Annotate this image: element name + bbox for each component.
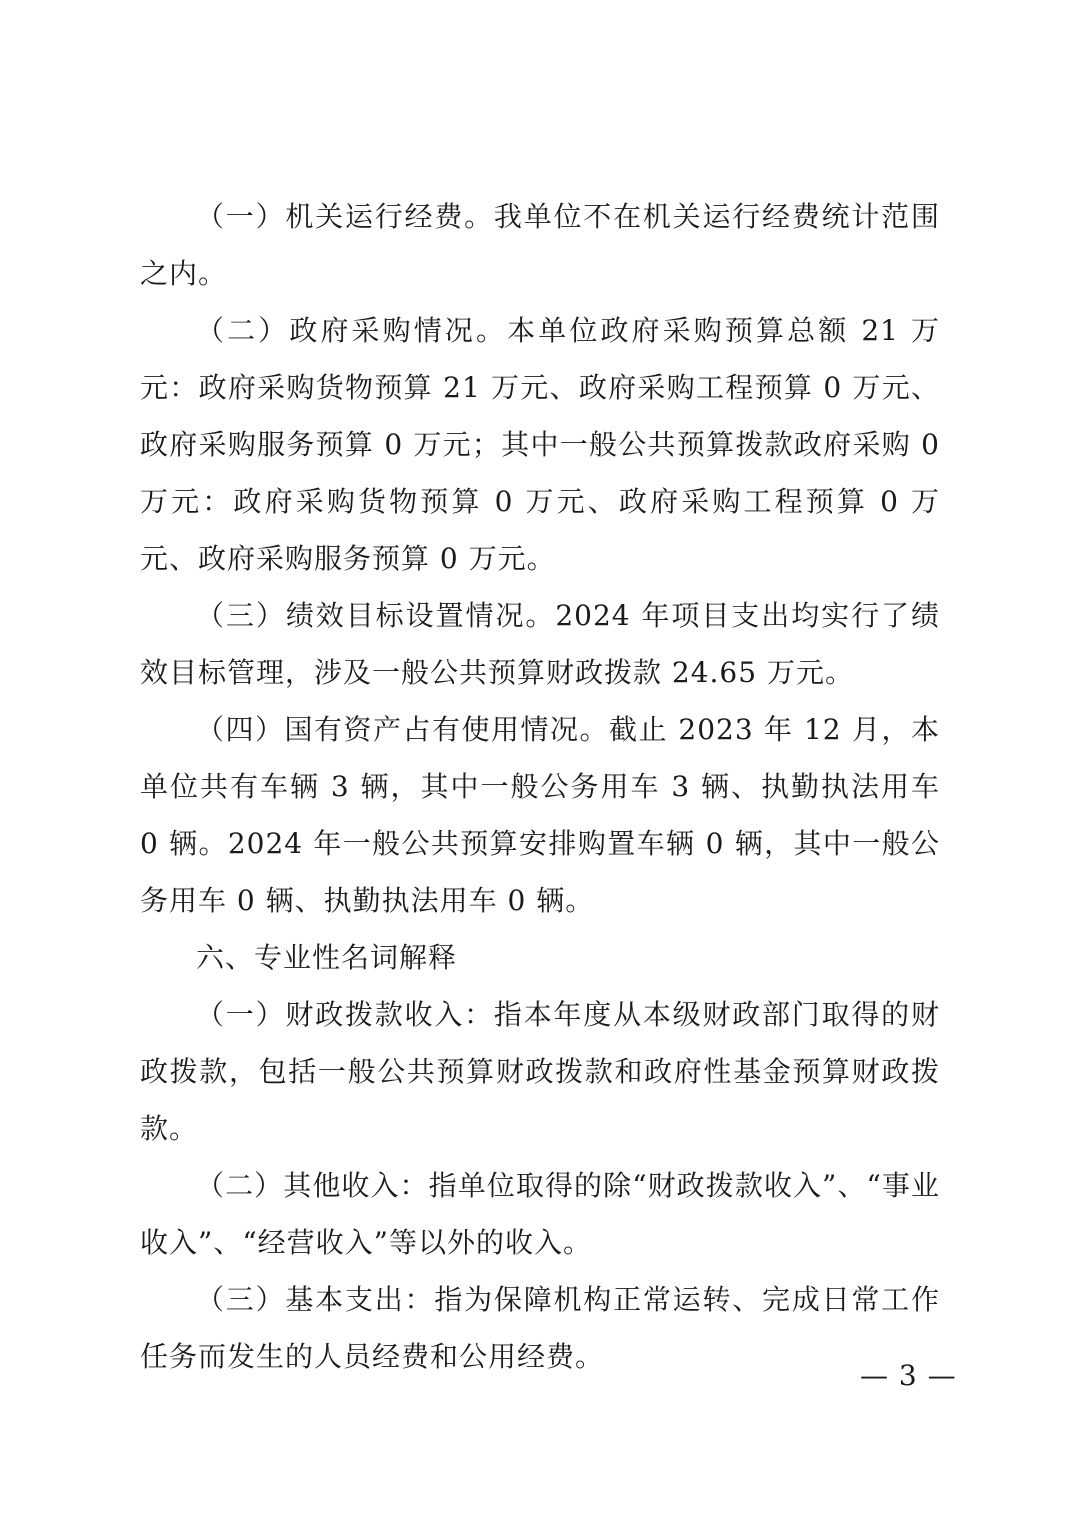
paragraph-text: 2024 年项目支出均实行了绩效目标管理，涉及一般公共预算财政拨款 24.65 万元。 [140, 599, 940, 689]
definition-text: 指单位取得的除“财政拨款收入”、“事业收入”、“经营收入”等以外的收入。 [140, 1169, 940, 1259]
definition-basic-expenditure [140, 1271, 940, 1385]
paragraph-state-assets [140, 701, 940, 929]
definition-text: 指为保障机构正常运转、完成日常工作任务而发生的人员经费和公用经费。 [140, 1283, 940, 1373]
definition-text: 指本年度从本级财政部门取得的财政拨款，包括一般公共预算财政拨款和政府性基金预算财政拨款。 [140, 998, 940, 1145]
paragraph-performance-targets [140, 587, 940, 701]
definition-other-income [140, 1157, 940, 1271]
definition-fiscal-appropriation-income [140, 986, 940, 1157]
paragraph-text: 截止 2023 年 12 月，本单位共有车辆 3 辆，其中一般公务用车 3 辆、执勤执法用车 0 辆。2024 年一般公共预算安排购置车辆 0 辆，其中一般公务用车 0 辆、执勤执法用车 0 辆。 [140, 713, 940, 917]
paragraph-lead: （三）绩效目标设置情况。 [196, 599, 556, 632]
paragraph-office-operating-expenses [140, 188, 940, 302]
paragraph-lead: （四）国有资产占有使用情况。 [196, 713, 609, 746]
paragraph-government-procurement [140, 302, 940, 587]
definition-term: （二）其他收入： [196, 1169, 429, 1202]
document-body [140, 188, 940, 1385]
definition-term: （三）基本支出： [196, 1283, 435, 1316]
paragraph-lead: （一）机关运行经费。 [196, 200, 494, 233]
definition-term: （一）财政拨款收入： [196, 998, 494, 1031]
page-number: — 3 — [860, 1359, 957, 1392]
paragraph-text: 本单位政府采购预算总额 21 万元：政府采购货物预算 21 万元、政府采购工程预算 0 万元、政府采购服务预算 0 万元；其中一般公共预算拨款政府采购 0 万元：政府采购货物预算 0 万元、政府采购工程预算 0 万元、政府采购服务预算 0 万元。 [140, 314, 940, 575]
paragraph-lead: （二）政府采购情况。 [196, 314, 508, 347]
section-heading: 六、专业性名词解释 [196, 941, 458, 974]
paragraph-text: 我单位不在机关运行经费统计范围之内。 [140, 200, 940, 290]
